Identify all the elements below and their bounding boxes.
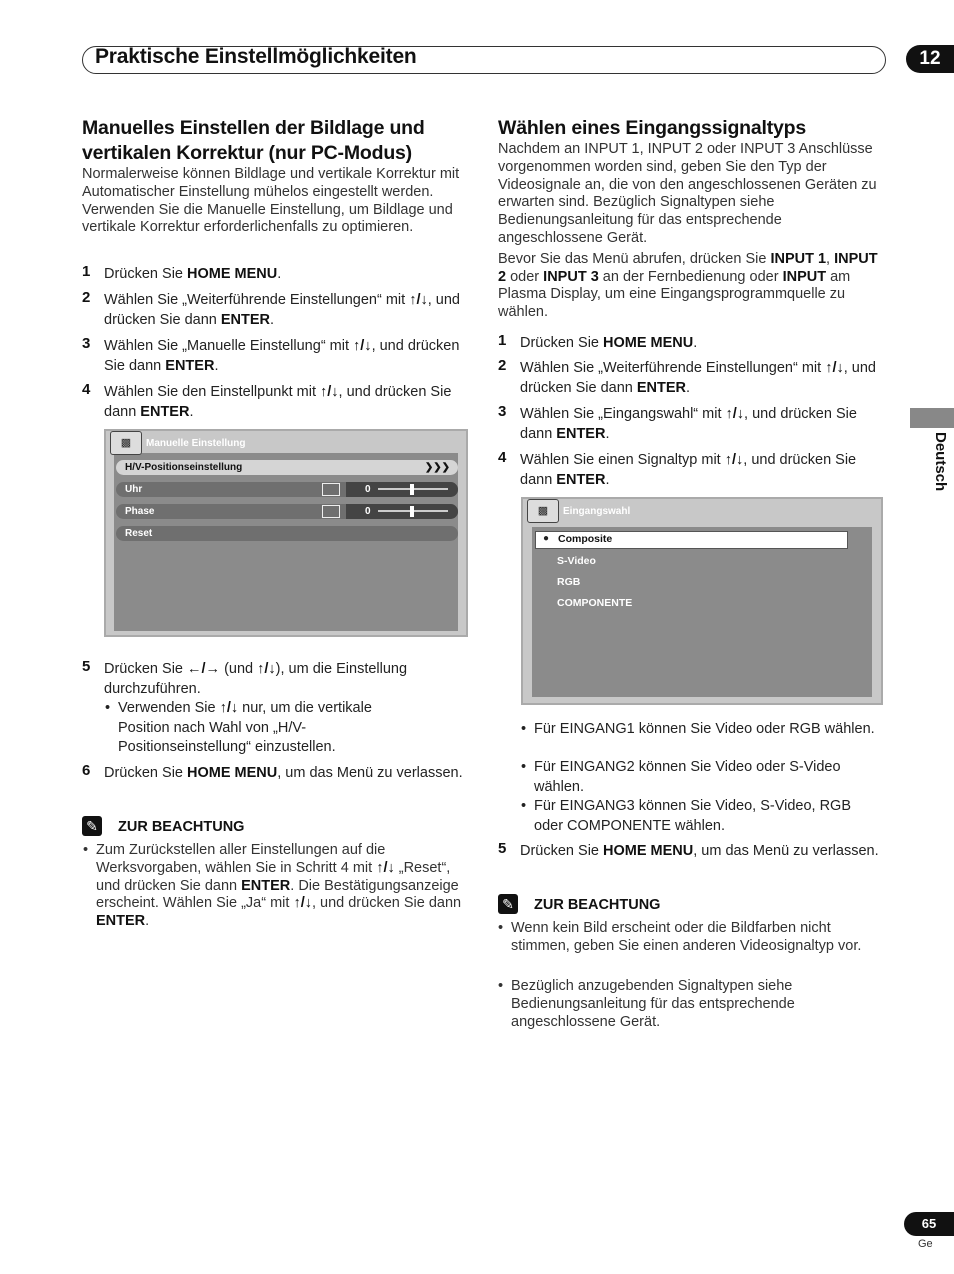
- up-down-arrows-icon: ↑/↓: [376, 859, 395, 876]
- page-title: Praktische Einstellmöglichkeiten: [95, 45, 417, 68]
- slider-thumb: [410, 484, 414, 495]
- right-bullet-3: • Für EINGANG3 können Sie Video, S-Video, RGB oder COMPONENTE wählen.: [521, 798, 852, 834]
- left-step-3: 3 Wählen Sie „Manuelle Einstellung“ mit ↑/↓, und drücken Sie dann ENTER.: [82, 335, 460, 374]
- chapter-badge: 12: [906, 45, 954, 73]
- right-section: [498, 116, 888, 322]
- right-note-2: • Bezüglich anzugebenden Signaltypen siehe Bedienungsanleitung für das entsprechende angeschlossene Gerät.: [498, 978, 795, 1030]
- step-number: 4: [498, 449, 507, 466]
- right-bullet-1: • Für EINGANG1 können Sie Video oder RGB wählen.: [521, 721, 875, 737]
- page-number: 65: [904, 1212, 954, 1236]
- osd-row-uhr: Uhr 0: [116, 482, 458, 497]
- step-number: 3: [82, 335, 91, 352]
- left-step-5: 5 Drücken Sie ←/→ (und ↑/↓), um die Einstellung durchzuführen.: [82, 658, 408, 697]
- left-section: [82, 116, 467, 237]
- selected-dot-icon: ●: [543, 533, 550, 544]
- osd-item-svideo: S-Video: [557, 555, 596, 567]
- step-number: 2: [498, 357, 507, 374]
- right-step-1: 1 Drücken Sie HOME MENU.: [498, 332, 698, 351]
- right-intro: Nachdem an INPUT 1, INPUT 2 oder INPUT 3 Anschlüsse vorgenommen worden sind, geben Sie den Typ der Videosignale an, die von den angeschlossenen Geräten zu erwarten sind. Bezüglich Signaltypen siehe Bedienungsanleitung für das entsprechende angeschlossene Gerät.: [498, 141, 877, 246]
- language-label: Deutsch: [932, 432, 949, 492]
- step-number: 1: [498, 332, 507, 349]
- step-number: 6: [82, 762, 91, 779]
- right-heading: Wählen eines Eingangssignaltyps: [498, 117, 807, 139]
- osd-item-rgb: RGB: [557, 576, 581, 588]
- left-right-arrows-icon: ←/→: [187, 661, 221, 677]
- left-step-6: 6 Drücken Sie HOME MENU, um das Menü zu verlassen.: [82, 762, 463, 781]
- left-step-2: 2 Wählen Sie „Weiterführende Einstellungen“ mit ↑/↓, und drücken Sie dann ENTER.: [82, 289, 460, 328]
- right-note-1: • Wenn kein Bild erscheint oder die Bildfarben nicht stimmen, geben Sie einen anderen Videosignaltyp vor.: [498, 920, 862, 954]
- left-step-4: 4 Wählen Sie den Einstellpunkt mit ↑/↓, und drücken Sie dann ENTER.: [82, 381, 452, 420]
- up-down-arrows-icon: ↑/↓: [724, 452, 744, 468]
- step-number: 5: [82, 658, 91, 675]
- left-note-text: • Zum Zurückstellen aller Einstellungen auf die Werksvorgaben, wählen Sie in Schritt 4 mit ↑/↓ „Reset“, und drücken Sie dann ENTER. Die Bestätigungsanzeige erscheint. Wählen Sie „Ja“ mit ↑/↓, und drücken Sie dann ENTER.: [83, 842, 462, 930]
- osd-panel: [532, 527, 872, 697]
- step-number: 3: [498, 403, 507, 420]
- right-intro-2: Bevor Sie das Menü abrufen, drücken Sie INPUT 1, INPUT 2 oder INPUT 3 an der Fernbedienung oder INPUT am Plasma Display, um eine Eingangsprogrammquelle zu wählen.: [498, 250, 878, 321]
- osd-eingangswahl: [521, 497, 883, 705]
- tv-settings-icon: ▩: [527, 499, 559, 523]
- right-step-3: 3 Wählen Sie „Eingangswahl“ mit ↑/↓, und drücken Sie dann ENTER.: [498, 403, 857, 442]
- page-language-code: Ge: [918, 1238, 933, 1250]
- chevrons-right-icon: ❯❯❯: [424, 462, 450, 473]
- step-number: 4: [82, 381, 91, 398]
- right-step-5: 5 Drücken Sie HOME MENU, um das Menü zu verlassen.: [498, 840, 879, 859]
- tv-settings-icon: ▩: [110, 431, 142, 455]
- osd-selected-row: ● Composite: [535, 531, 848, 549]
- up-down-arrows-icon: ↑/↓: [219, 700, 239, 716]
- osd-title: Eingangswahl: [563, 506, 631, 517]
- up-down-arrows-icon: ↑/↓: [409, 292, 428, 308]
- right-step-2: 2 Wählen Sie „Weiterführende Einstellungen“ mit ↑/↓, und drücken Sie dann ENTER.: [498, 357, 876, 396]
- step-number: 5: [498, 840, 507, 857]
- up-down-arrows-icon: ↑/↓: [825, 360, 844, 376]
- left-step-1: 1 Drücken Sie HOME MENU.: [82, 263, 282, 282]
- up-down-arrows-icon: ↑/↓: [725, 406, 745, 422]
- osd-row-reset: Reset: [116, 526, 458, 541]
- clock-bars-icon: [322, 483, 340, 496]
- up-down-arrows-icon: ↑/↓: [293, 895, 312, 912]
- up-down-arrows-icon: ↑/↓: [257, 661, 276, 677]
- osd-title: Manuelle Einstellung: [146, 438, 246, 449]
- left-heading-line1: Manuelles Einstellen der Bildlage und: [82, 117, 425, 139]
- left-note-heading: ZUR BEACHTUNG: [118, 819, 245, 835]
- osd-row-hv-position: H/V-Positionseinstellung ❯❯❯: [116, 460, 458, 475]
- left-step-5-bullet: • Verwenden Sie ↑/↓ nur, um die vertikale Position nach Wahl von „H/V-Positionseinstellung“ einzustellen.: [105, 700, 372, 755]
- up-down-arrows-icon: ↑/↓: [320, 384, 339, 400]
- left-heading-line2: vertikalen Korrektur (nur PC-Modus): [82, 142, 412, 164]
- right-note-heading: ZUR BEACHTUNG: [534, 897, 661, 913]
- step-number: 2: [82, 289, 91, 306]
- note-pencil-icon: ✎: [498, 894, 518, 914]
- osd-item-componente: COMPONENTE: [557, 597, 633, 609]
- step-number: 1: [82, 263, 91, 280]
- right-bullet-2: • Für EINGANG2 können Sie Video oder S-Video wählen.: [521, 759, 841, 795]
- left-intro: Normalerweise können Bildlage und vertikale Korrektur mit Automatischer Einstellung mühelos eingestellt werden. Verwenden Sie die Manuelle Einstellung, um Bildlage und vertikale Korrektur erforderlichenfalls zu optimieren.: [82, 166, 460, 236]
- language-tab: [910, 408, 954, 428]
- osd-row-phase: Phase 0: [116, 504, 458, 519]
- slider-thumb: [410, 506, 414, 517]
- phase-lines-icon: [322, 505, 340, 518]
- right-step-4: 4 Wählen Sie einen Signaltyp mit ↑/↓, und drücken Sie dann ENTER.: [498, 449, 857, 488]
- note-pencil-icon: ✎: [82, 816, 102, 836]
- up-down-arrows-icon: ↑/↓: [353, 338, 372, 354]
- osd-manuelle-einstellung: [104, 429, 468, 637]
- osd-panel: [114, 453, 458, 631]
